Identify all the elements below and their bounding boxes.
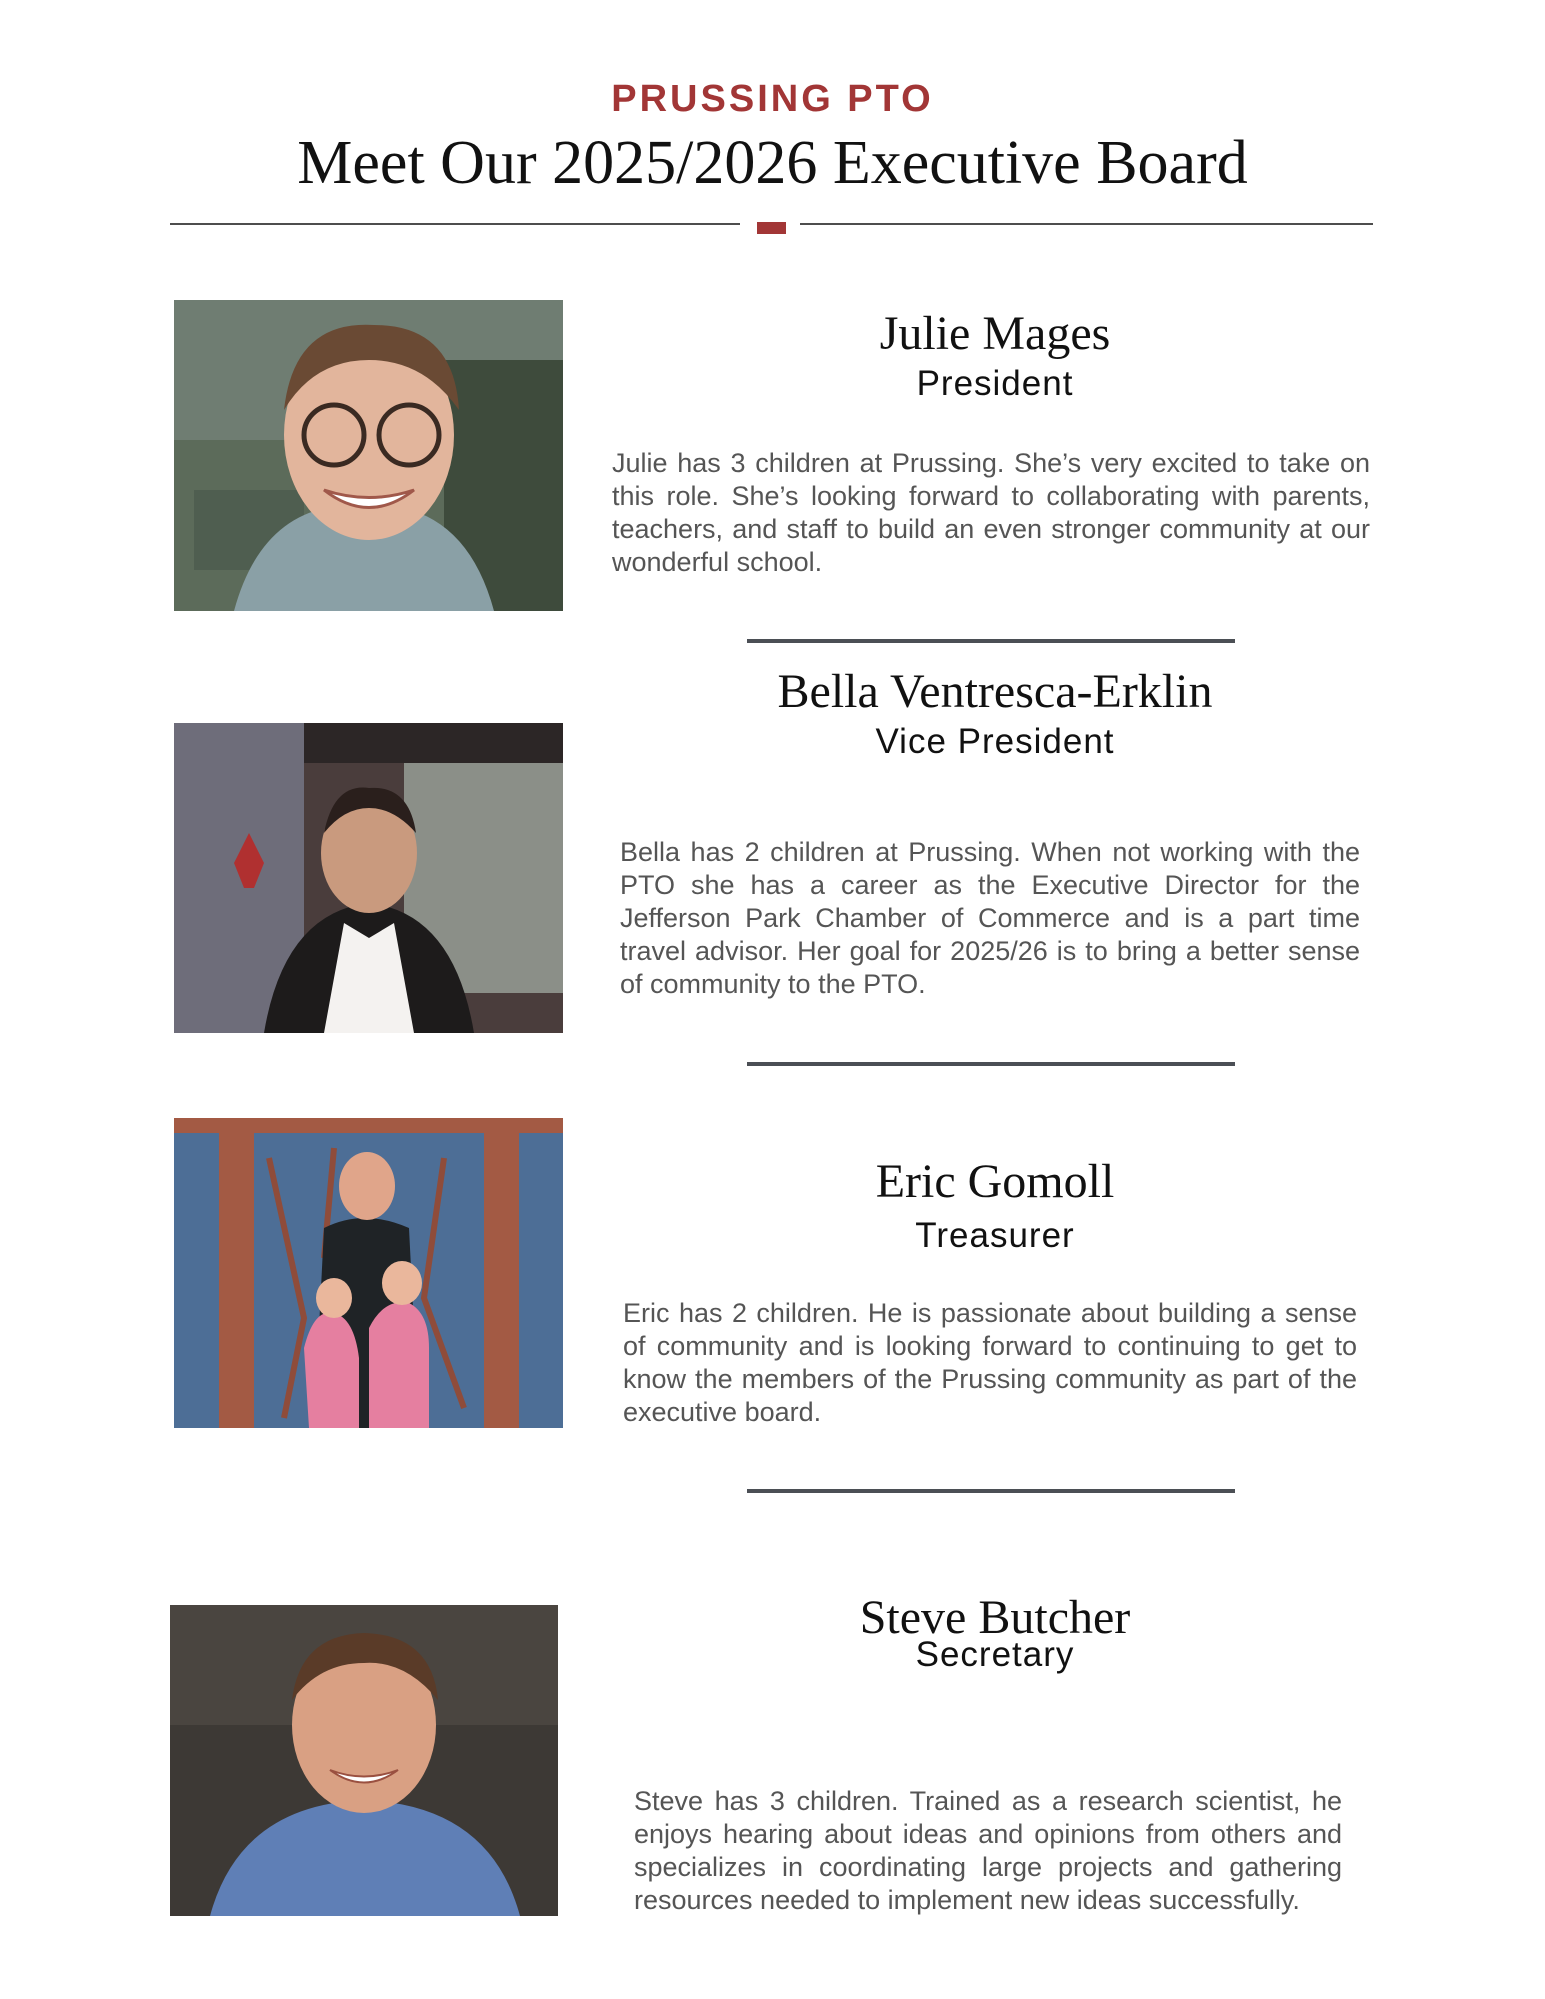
member-bio: Julie has 3 children at Prussing. She’s very excited to take on this role. She’s looking forward to collaborating with parents, teachers, and staff to build an even stronger community at our wonderful school. (612, 448, 1370, 577)
header-rule-left (170, 223, 740, 225)
member-bio: Steve has 3 children. Trained as a research scientist, he enjoys hearing about ideas and opinions from others and specializes in coordinating large projects and gathering resources needed to implement new ideas successfully. (634, 1786, 1342, 1915)
member-name: Steve Butcher (859, 1591, 1131, 1644)
header-rule-right (800, 223, 1373, 225)
member-role: Secretary (915, 1635, 1075, 1674)
member-photo-steve (170, 1605, 558, 1916)
member-photo-eric (174, 1118, 563, 1428)
member-bio: Bella has 2 children at Prussing. When not working with the PTO she has a career as the Executive Director for the Jefferson Park Chamber of Commerce and is a part time travel advisor. Her goal for 2025/26 is to bring a better sense of community to the PTO. (620, 837, 1360, 999)
org-kicker: PRUSSING PTO (611, 78, 934, 120)
member-name: Eric Gomoll (875, 1155, 1115, 1208)
member-bio: Eric has 2 children. He is passionate about building a sense of community and is looking forward to continuing to get to know the members of the Prussing community as part of the executive board. (623, 1298, 1357, 1427)
member-name: Bella Ventresca-Erklin (777, 665, 1213, 718)
member-photo-bella (174, 723, 563, 1033)
member-role: Vice President (875, 722, 1115, 761)
page-title: Meet Our 2025/2026 Executive Board (297, 129, 1248, 197)
section-divider (747, 1062, 1235, 1066)
header-rule-accent (757, 222, 786, 234)
member-photo-julie (174, 300, 563, 611)
member-name: Julie Mages (879, 307, 1111, 360)
section-divider (747, 639, 1235, 643)
member-role: Treasurer (915, 1216, 1075, 1255)
section-divider (747, 1489, 1235, 1493)
member-role: President (916, 364, 1074, 403)
